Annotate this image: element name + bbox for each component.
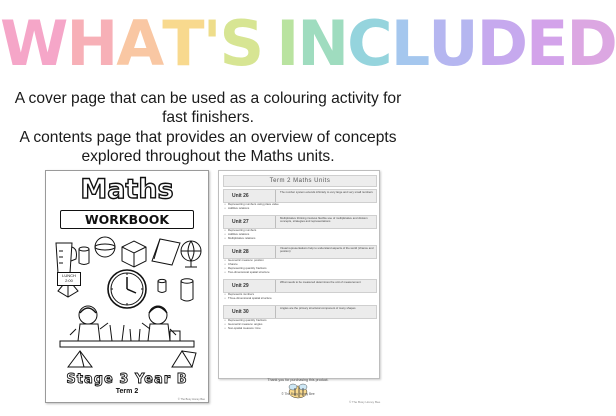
prism-icon bbox=[152, 239, 180, 265]
unit-row bbox=[223, 305, 377, 319]
title-letter: I bbox=[276, 7, 298, 80]
cylinder-icon-2 bbox=[158, 279, 166, 292]
cover-banner: WORKBOOK bbox=[60, 210, 194, 229]
list-item: • Representing quantity fractions bbox=[223, 266, 375, 270]
globe-icon bbox=[181, 241, 201, 267]
cover-illustration bbox=[50, 229, 204, 369]
unit-label: Unit 29 bbox=[232, 283, 249, 289]
lunch-sign: LUNCH 2:00 bbox=[57, 272, 81, 286]
title-letter: L bbox=[390, 7, 429, 80]
sphere-icon bbox=[95, 237, 115, 257]
title-letter: T bbox=[162, 7, 203, 80]
unit-description: Multiplicative thinking involves flexible use of multiplicative and division concepts, strategies and representations bbox=[280, 216, 368, 224]
clock-icon bbox=[108, 270, 146, 308]
unit-bullets bbox=[223, 292, 375, 300]
cylinder-icon-3 bbox=[181, 279, 193, 301]
title-letter: N bbox=[297, 7, 348, 80]
title-letter: E bbox=[526, 7, 567, 80]
title-letter: U bbox=[428, 7, 477, 80]
unit-description: What needs to be measured determines the unit of measurement bbox=[280, 280, 361, 284]
unit-label: Unit 26 bbox=[232, 193, 249, 199]
unit-description: Angles are the primary structural component of many shapes bbox=[280, 306, 356, 310]
list-item: • Geometric measure: position bbox=[223, 258, 375, 262]
main-title bbox=[0, 7, 616, 80]
list-item: • Three-dimensional spatial structure bbox=[223, 296, 375, 300]
list-item: • Additive relations bbox=[223, 232, 375, 236]
description-line-1: A cover page that can be used as a colouring activity for fast finishers. bbox=[14, 90, 402, 126]
list-item: • Additive relations bbox=[223, 206, 375, 210]
child-left-figure bbox=[70, 306, 108, 341]
list-item: • Multiplicative relations bbox=[223, 236, 375, 240]
title-letter: A bbox=[116, 7, 163, 80]
title-letter: C bbox=[347, 7, 391, 80]
cover-page-preview bbox=[45, 170, 209, 403]
title-letter: W bbox=[0, 7, 67, 80]
unit-bullets bbox=[223, 202, 375, 210]
description-line-2: A contents page that provides an overview of concepts explored throughout the Maths units. bbox=[19, 129, 397, 165]
unit-bullets bbox=[223, 258, 375, 274]
cover-term: Term 2 bbox=[115, 388, 139, 395]
list-item: • Chance bbox=[223, 262, 375, 266]
unit-description: Visual representations help to understand aspects of the world (chance and position) bbox=[280, 246, 374, 254]
unit-label: Unit 28 bbox=[232, 249, 249, 255]
unit-bullets bbox=[223, 228, 375, 240]
measuring-jug-icon bbox=[56, 243, 77, 273]
list-item: • Two-dimensional spatial structure bbox=[223, 270, 375, 274]
cube-icon bbox=[122, 241, 146, 267]
contents-title: Term 2 Maths Units bbox=[223, 175, 377, 187]
logo-caption: © The Busy Honey Bee bbox=[281, 392, 315, 396]
list-item: • Representing numbers using place value bbox=[223, 202, 375, 206]
list-item: • Geometric measure: angles bbox=[223, 322, 375, 326]
unit-row bbox=[223, 215, 377, 229]
pyramid-bottom-icon bbox=[68, 351, 92, 367]
unit-row bbox=[223, 245, 377, 259]
unit-label: Unit 27 bbox=[232, 219, 249, 225]
title-letter: ' bbox=[202, 7, 220, 80]
unit-description: The number system extends infinitely to very large and very small numbers bbox=[280, 190, 373, 194]
title-letter: H bbox=[66, 7, 117, 80]
unit-row bbox=[223, 279, 377, 293]
cylinder-icon bbox=[79, 247, 89, 265]
child-right-figure bbox=[142, 306, 176, 341]
list-item: • Representing quantity fractions bbox=[223, 318, 375, 322]
title-letter: D bbox=[566, 7, 616, 80]
title-letter: S bbox=[219, 7, 263, 80]
contents-footer: Thank you for purchasing this product. bbox=[267, 378, 329, 382]
title-letter bbox=[262, 8, 276, 80]
brand-credit: © The Busy Honey Bee bbox=[349, 400, 381, 404]
unit-label: Unit 30 bbox=[232, 309, 249, 315]
list-item: • Represents numbers bbox=[223, 292, 375, 296]
contents-page-preview bbox=[218, 170, 380, 379]
cover-credit: © The Busy Honey Bee bbox=[177, 398, 205, 401]
title-letter: D bbox=[476, 7, 527, 80]
unit-bullets bbox=[223, 318, 375, 330]
unit-row bbox=[223, 189, 377, 203]
list-item: • Non-spatial measure: time bbox=[223, 326, 375, 330]
cover-subtitle: Stage 3 Year B bbox=[66, 372, 188, 387]
list-item: • Representing numbers bbox=[223, 228, 375, 232]
cover-title: Maths bbox=[80, 174, 174, 205]
